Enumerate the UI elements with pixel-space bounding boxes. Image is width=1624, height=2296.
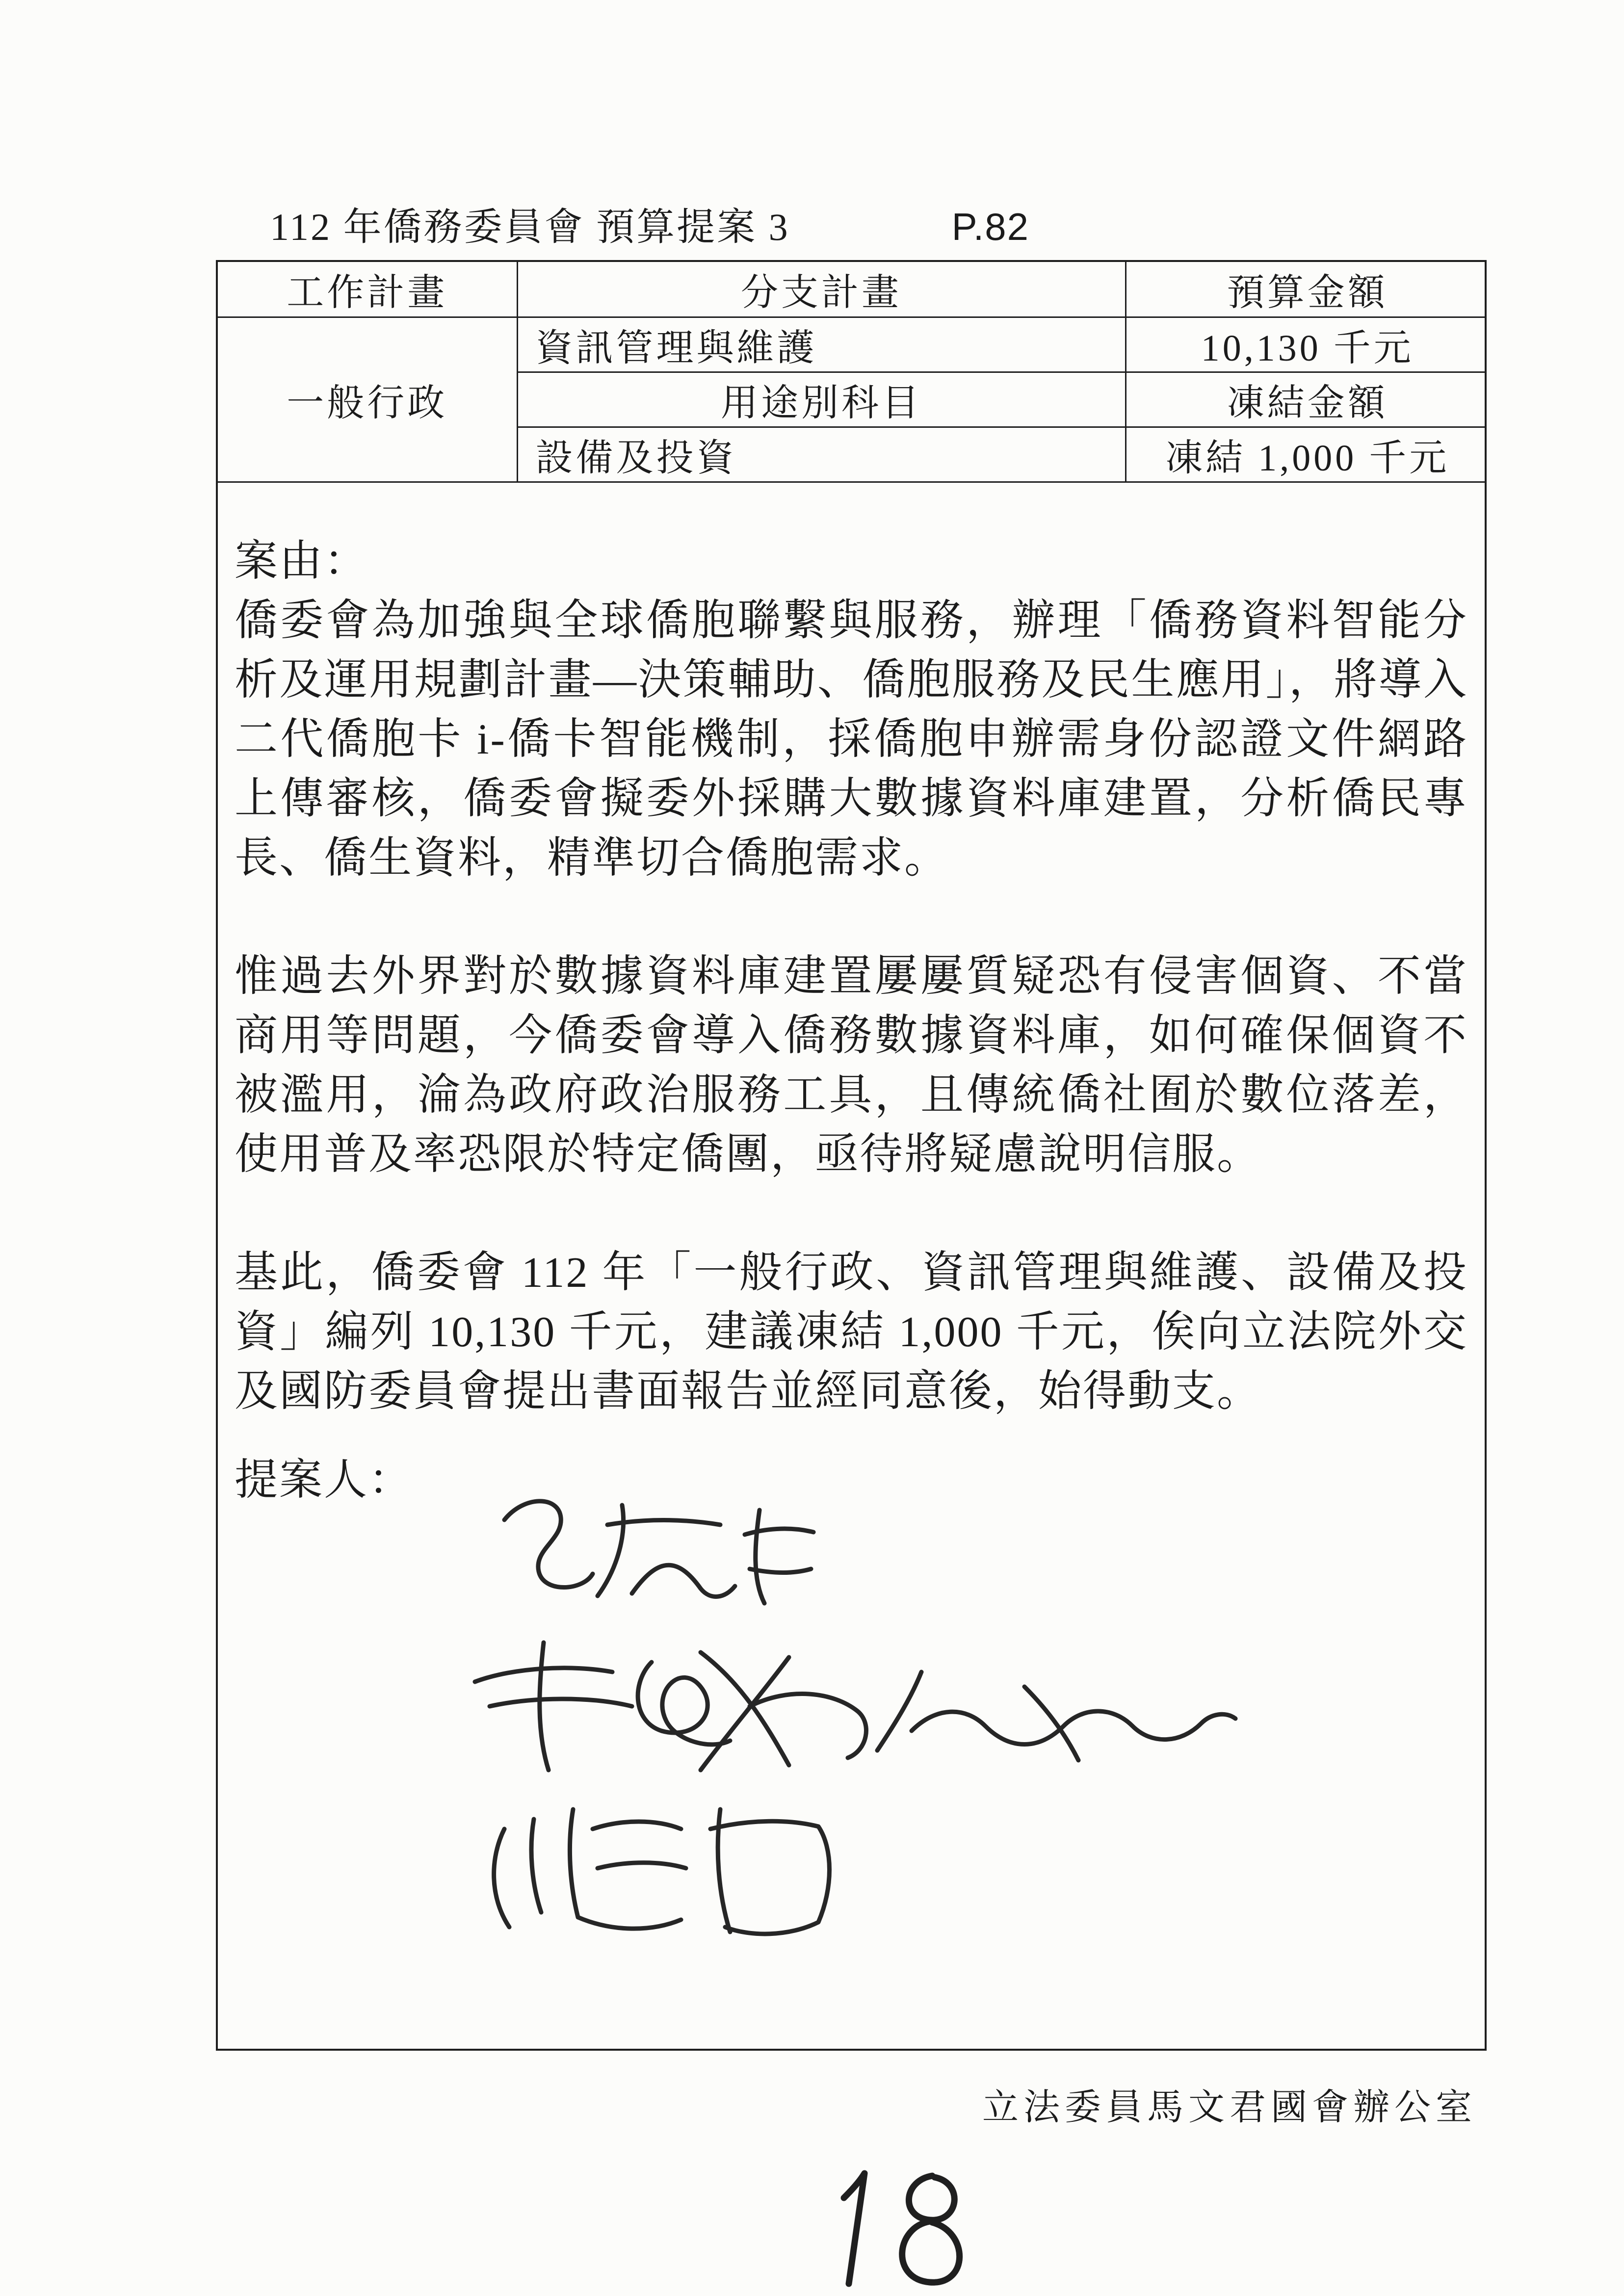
- cell-branch-1: 資訊管理與維護: [517, 317, 1126, 372]
- header-branch-plan: 分支計畫: [517, 262, 1126, 317]
- document-header: [216, 196, 1487, 248]
- cell-amount-3: 凍結 1,000 千元: [1126, 427, 1487, 482]
- header-budget-amount: 預算金額: [1126, 262, 1487, 317]
- table-row: [218, 317, 1487, 372]
- proposer-label: 提案人：: [235, 1456, 414, 1504]
- signature-area: [235, 1510, 1468, 2051]
- paragraph-1: 僑委會為加強與全球僑胞聯繫與服務，辦理「僑務資料智能分析及運用規劃計畫—決策輔助、僑胞服務及民生應用」，將導入二代僑胞卡 i-僑卡智能機制，採僑胞申辦需身份認證文件網路上傳審核，僑委會擬委外採購大數據資料庫建置，分析僑民專長、僑生資料，精準切合僑胞需求。: [235, 597, 1468, 882]
- case-label: 案由：: [235, 537, 369, 585]
- budget-table: [218, 262, 1487, 483]
- signature-stroke-1: [504, 1501, 813, 1603]
- paragraph-3: 基此，僑委會 112 年「一般行政、資訊管理與維護、設備及投資」編列 10,130 千元，建議凍結 1,000 千元，俟向立法院外交及國防委員會提出書面報告並經同意後，始得動支。: [235, 1249, 1468, 1415]
- signature-stroke-3: [494, 1809, 830, 1934]
- document-frame: [216, 260, 1487, 2051]
- page-content: [216, 196, 1487, 2130]
- page-reference: P.82: [951, 205, 1030, 248]
- document-title: 112 年僑務委員會 預算提案 3: [270, 206, 790, 248]
- handwritten-page-number: [810, 2159, 1016, 2296]
- cell-amount-1: 10,130 千元: [1126, 317, 1487, 372]
- footer-office-name: 立法委員馬文君國會辦公室: [982, 2087, 1477, 2128]
- signature-stroke-2: [475, 1643, 866, 1770]
- cell-amount-2: 凍結金額: [1126, 372, 1487, 427]
- cell-work-plan: 一般行政: [218, 317, 517, 482]
- cell-branch-2: 用途別科目: [517, 372, 1126, 427]
- header-work-plan: 工作計畫: [218, 262, 517, 317]
- digit-8: [902, 2176, 960, 2282]
- case-body: [218, 483, 1485, 2051]
- handwritten-signatures: [445, 1476, 1378, 2015]
- cell-branch-3: 設備及投資: [517, 427, 1126, 482]
- signature-stroke-4: [877, 1672, 1235, 1760]
- digit-1: [844, 2173, 864, 2284]
- table-header-row: [218, 262, 1487, 317]
- paragraph-2: 惟過去外界對於數據資料庫建置屢屢質疑恐有侵害個資、不當商用等問題，今僑委會導入僑務數據資料庫，如何確保個資不被濫用，淪為政府政治服務工具，且傳統僑社囿於數位落差，使用普及率恐限於特定僑團，亟待將疑慮說明信服。: [235, 952, 1468, 1178]
